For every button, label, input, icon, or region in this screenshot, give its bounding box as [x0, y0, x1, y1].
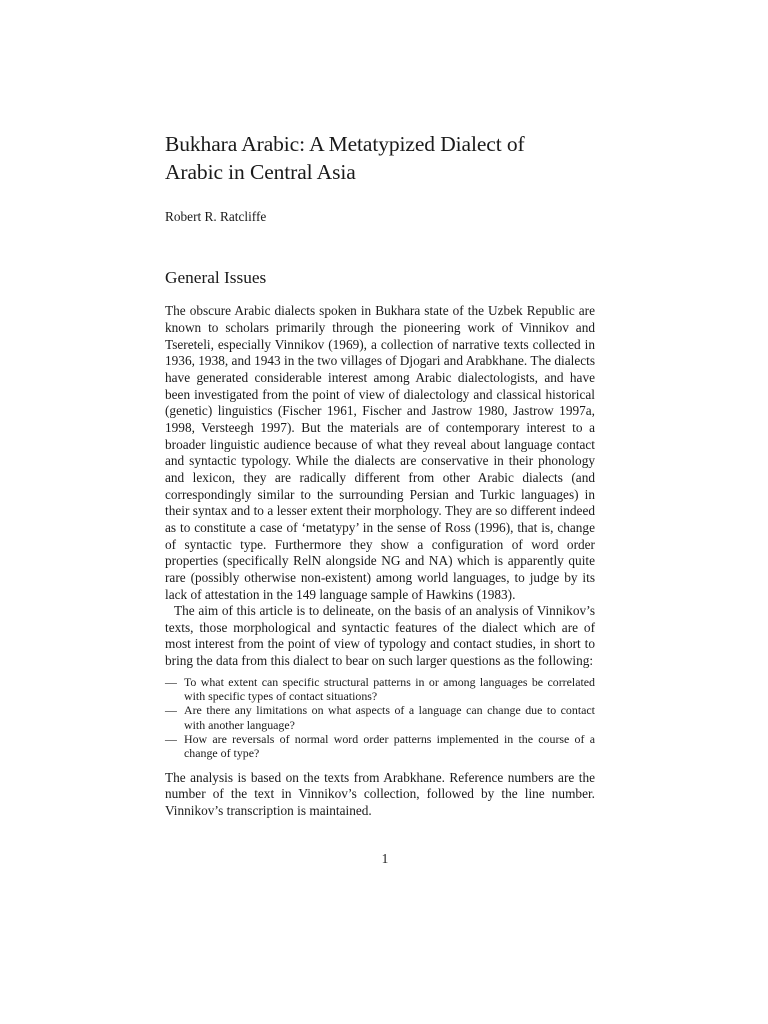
paragraph-2: The aim of this article is to delineate, on the basis of an analysis of Vinnikov’s texts, those morphological and syntactic features of the dialect which are of most interest from the point of view of typology and contact studies, in short to bring the data from this dialect to bear on such larger questions as the following:	[165, 603, 595, 669]
page-content	[165, 130, 595, 820]
author-name: Robert R. Ratcliffe	[165, 209, 267, 224]
list-item	[165, 675, 595, 704]
list-item-text: Are there any limitations on what aspects of a language can change due to contact with another language?	[184, 703, 595, 732]
article-title	[165, 130, 595, 186]
title-line-2: Arabic in Central Asia	[165, 160, 356, 184]
list-dash: —	[165, 731, 177, 746]
list-item-text: To what extent can specific structural patterns in or among languages be correlated with specific types of contact situations?	[184, 674, 595, 704]
list-item-text: How are reversals of normal word order patterns implemented in the course of a change of type?	[184, 731, 595, 761]
page-number: 1	[381, 851, 389, 866]
list-item	[165, 703, 595, 732]
title-line-1: Bukhara Arabic: A Metatypized Dialect of	[165, 132, 525, 156]
question-list	[165, 675, 595, 761]
list-dash: —	[165, 674, 177, 689]
paragraph-1: The obscure Arabic dialects spoken in Bukhara state of the Uzbek Republic are known to scholars primarily through the pioneering work of Vinnikov and Tsereteli, especially Vinnikov (1969), a collection of narrative texts collected in 1936, 1938, and 1943 in the two villages of Djogari and Arabkhane. The dialects have generated considerable interest among Arabic dialectologists, and have been investigated from the point of view of dialectology and classical historical (genetic) linguistics (Fischer 1961, Fischer and Jastrow 1980, Jastrow 1997a, 1998, Versteegh 1997). But the materials are of contemporary interest to a broader linguistic audience because of what they reveal about language contact and syntactic typology. While the dialects are conservative in their phonology and lexicon, they are radically different from other Arabic dialects (and correspondingly similar to the surrounding Persian and Turkic languages) in their syntax and to a lesser extent their morphology. They are so different indeed as to constitute a case of ‘metatypy’ in the sense of Ross (1996), that is, change of syntactic type. Furthermore they show a configuration of word order properties (specifically RelN alongside NG and NA) which is apparently quite rare (possibly otherwise non-existent) among world languages, to judge by its lack of attestation in the 149 language sample of Hawkins (1983).	[165, 303, 595, 602]
list-dash: —	[165, 703, 177, 718]
paragraph-3: The analysis is based on the texts from Arabkhane. Reference numbers are the number of the text in Vinnikov’s collection, followed by the line number. Vinnikov’s transcription is maintained.	[165, 769, 595, 818]
list-item	[165, 732, 595, 761]
section-heading: General Issues	[165, 268, 267, 287]
